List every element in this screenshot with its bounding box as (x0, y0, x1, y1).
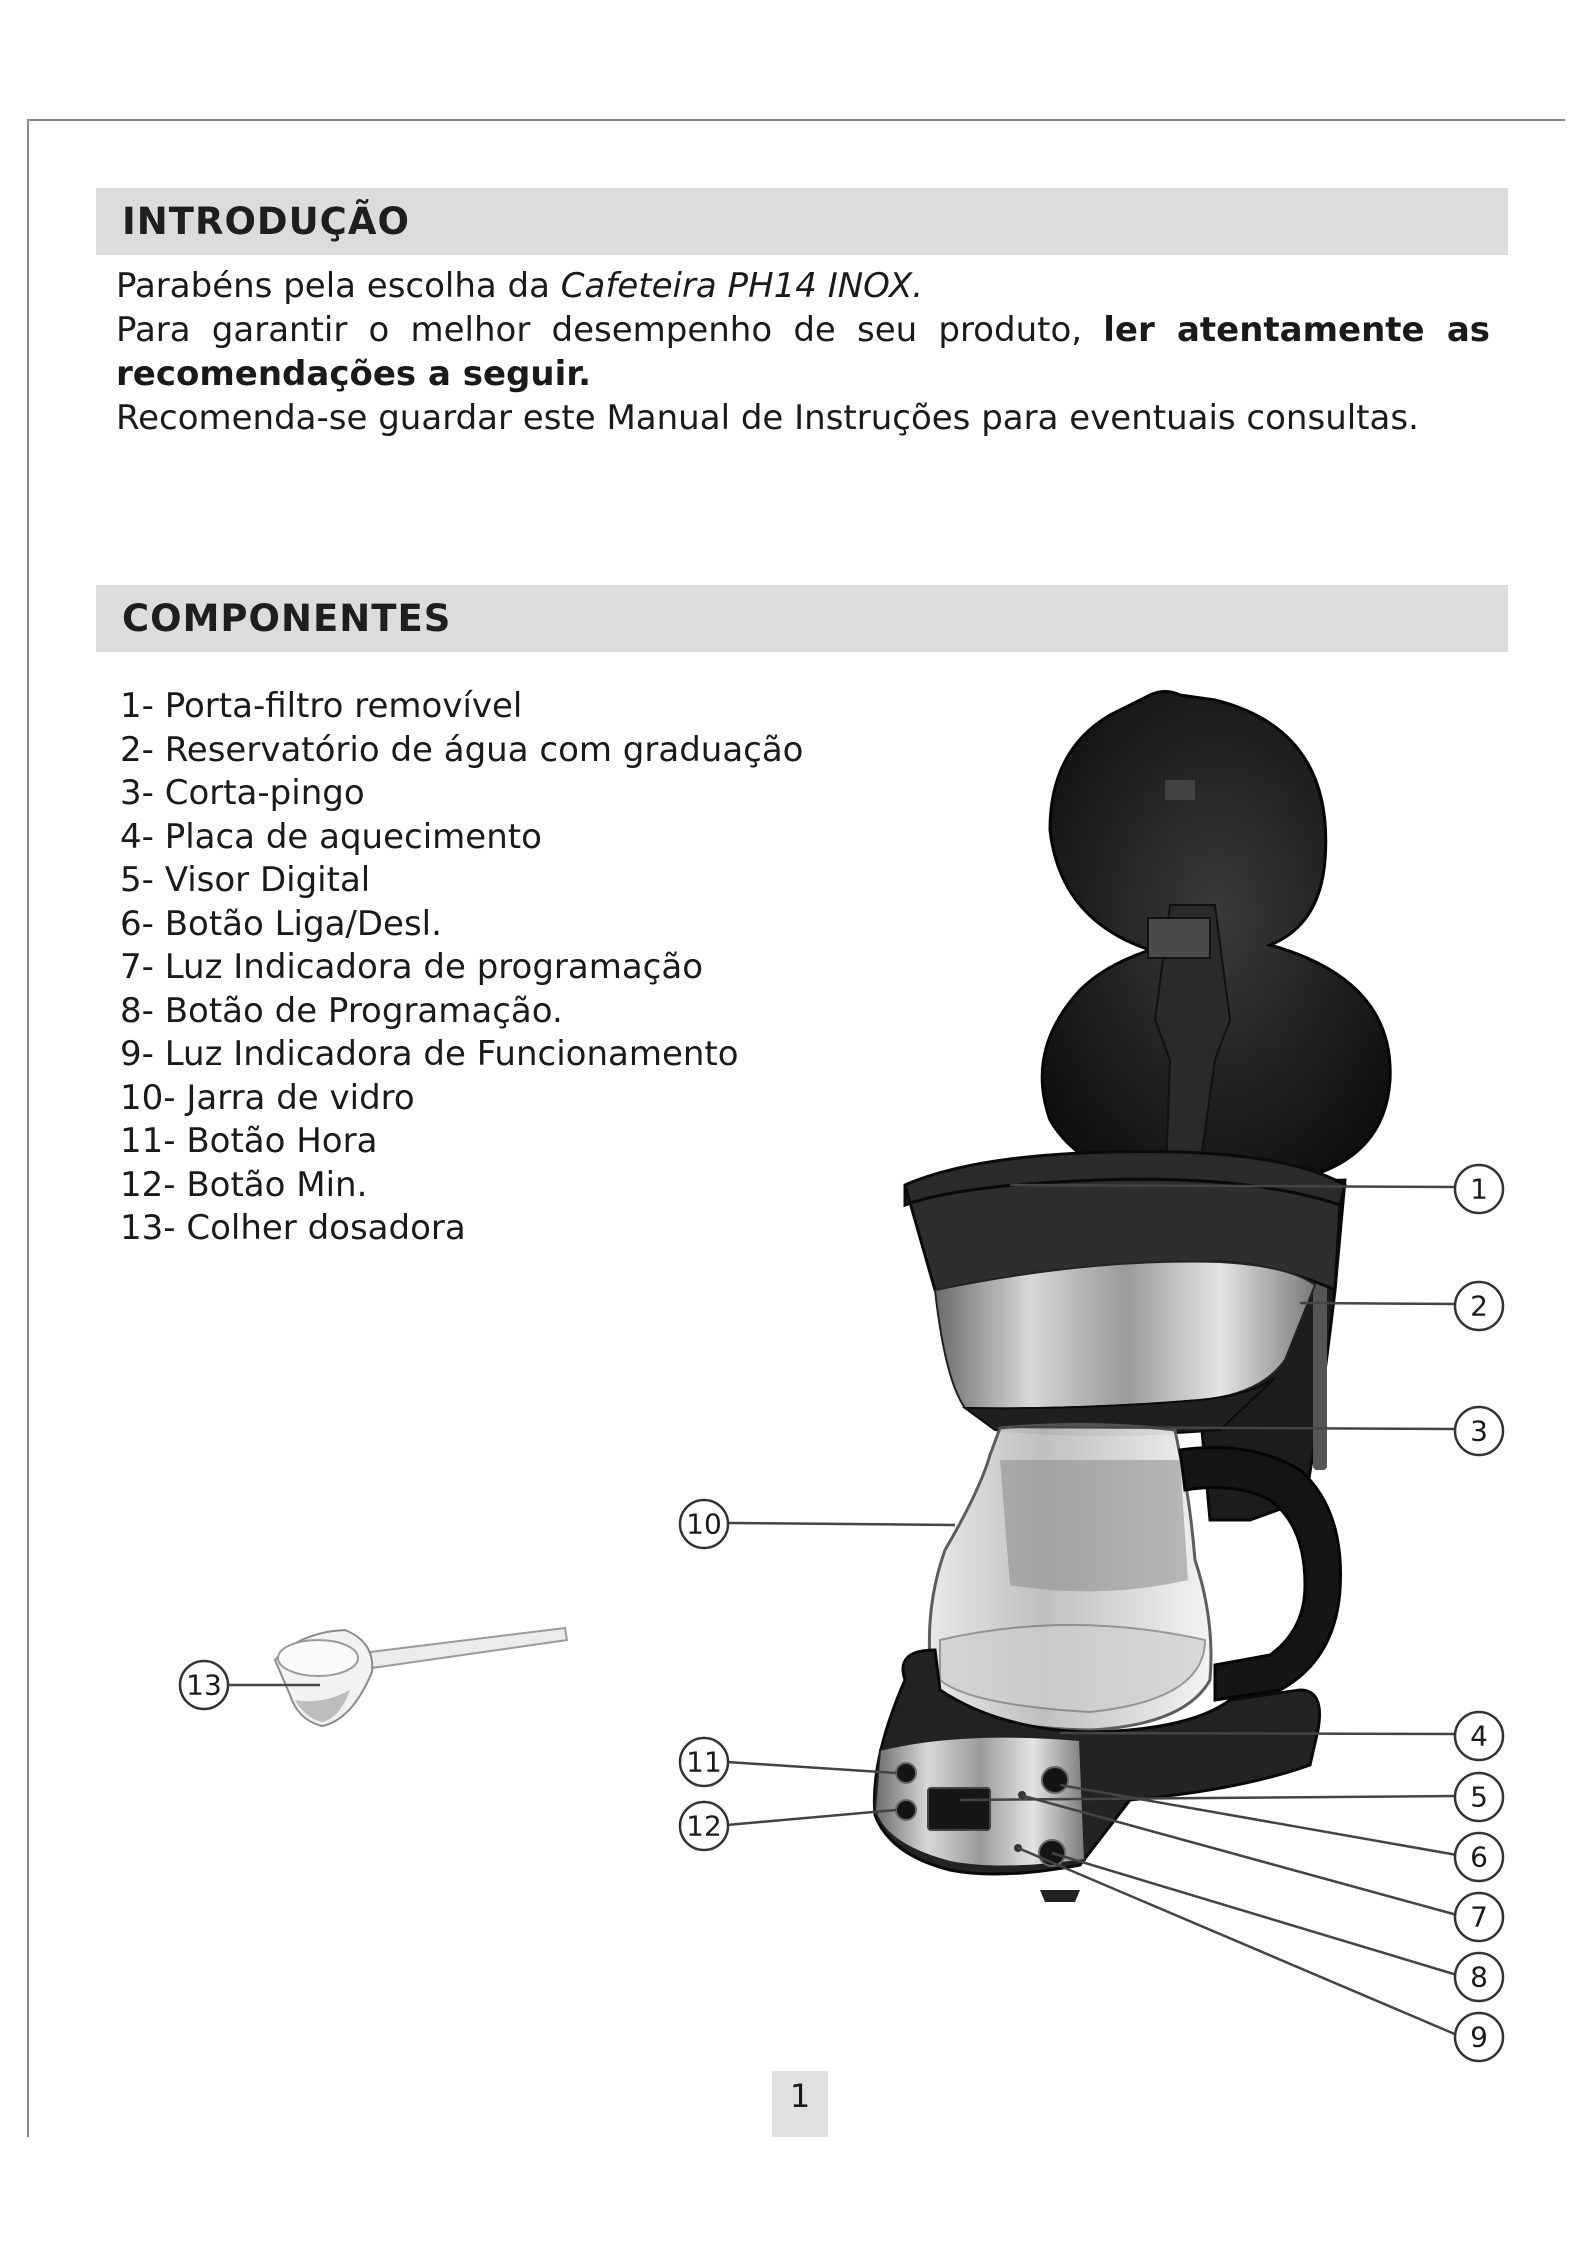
callout-number: 7 (1470, 1900, 1488, 1934)
components-heading: COMPONENTES (96, 585, 1508, 652)
callout-number: 10 (686, 1507, 722, 1541)
callout-8 (1455, 1953, 1503, 2001)
intro-line-3-bold: recomendações a seguir. (116, 354, 592, 394)
callout-4 (1455, 1712, 1503, 1760)
list-item: 7- Luz Indicadora de programação (120, 947, 703, 987)
callout-12 (680, 1802, 728, 1850)
callout-number: 6 (1470, 1840, 1488, 1874)
callout-number: 8 (1470, 1960, 1488, 1994)
callout-number: 1 (1470, 1172, 1488, 1206)
callout-13 (180, 1661, 228, 1709)
intro-line-1-prefix: Parabéns pela escolha da (116, 266, 561, 306)
list-item: 11- Botão Hora (120, 1121, 378, 1161)
list-item: 1- Porta-filtro removível (120, 686, 523, 726)
intro-line-2-bold: ler atentamente as (1103, 310, 1490, 350)
callout-number: 9 (1470, 2020, 1488, 2054)
intro-line-4: Recomenda-se guardar este Manual de Instruções para eventuais consultas. (116, 398, 1419, 438)
list-item: 6- Botão Liga/Desl. (120, 903, 442, 944)
callout-9 (1455, 2013, 1503, 2061)
callout-number: 4 (1470, 1719, 1488, 1753)
callout-7 (1455, 1893, 1503, 1941)
list-item: 8- Botão de Programação. (120, 990, 563, 1031)
callout-number: 12 (686, 1809, 722, 1843)
list-item: 9- Luz Indicadora de Funcionamento (120, 1034, 739, 1074)
callout-5 (1455, 1773, 1503, 1821)
page-number: 1 (772, 2071, 828, 2137)
list-item: 4- Placa de aquecimento (120, 816, 542, 857)
callout-1 (1455, 1165, 1503, 1213)
callout-number: 5 (1470, 1780, 1488, 1814)
callout-number: 13 (186, 1668, 222, 1702)
product-name: Cafeteira PH14 INOX. (560, 266, 924, 306)
intro-line-2-prefix: Para garantir o melhor desempenho de seu produto, (116, 310, 1104, 350)
callout-10 (680, 1500, 728, 1548)
callout-number: 3 (1470, 1414, 1488, 1448)
callout-number: 11 (686, 1745, 722, 1779)
callout-2 (1455, 1282, 1503, 1330)
list-item: 13- Colher dosadora (120, 1208, 466, 1248)
list-item: 3- Corta-pingo (120, 773, 365, 813)
callout-number: 2 (1470, 1289, 1488, 1323)
callout-6 (1455, 1833, 1503, 1881)
list-item: 12- Botão Min. (120, 1164, 368, 1205)
callout-3 (1455, 1407, 1503, 1455)
list-item: 5- Visor Digital (120, 860, 371, 900)
carafe-graphic (929, 1424, 1340, 1730)
lid-graphic (1042, 692, 1390, 1201)
spoon-graphic (275, 1628, 567, 1726)
intro-heading: INTRODUÇÃO (96, 188, 1508, 255)
list-item: 10- Jarra de vidro (120, 1077, 415, 1118)
list-item: 2- Reservatório de água com graduação (120, 729, 804, 770)
callout-11 (680, 1738, 728, 1786)
